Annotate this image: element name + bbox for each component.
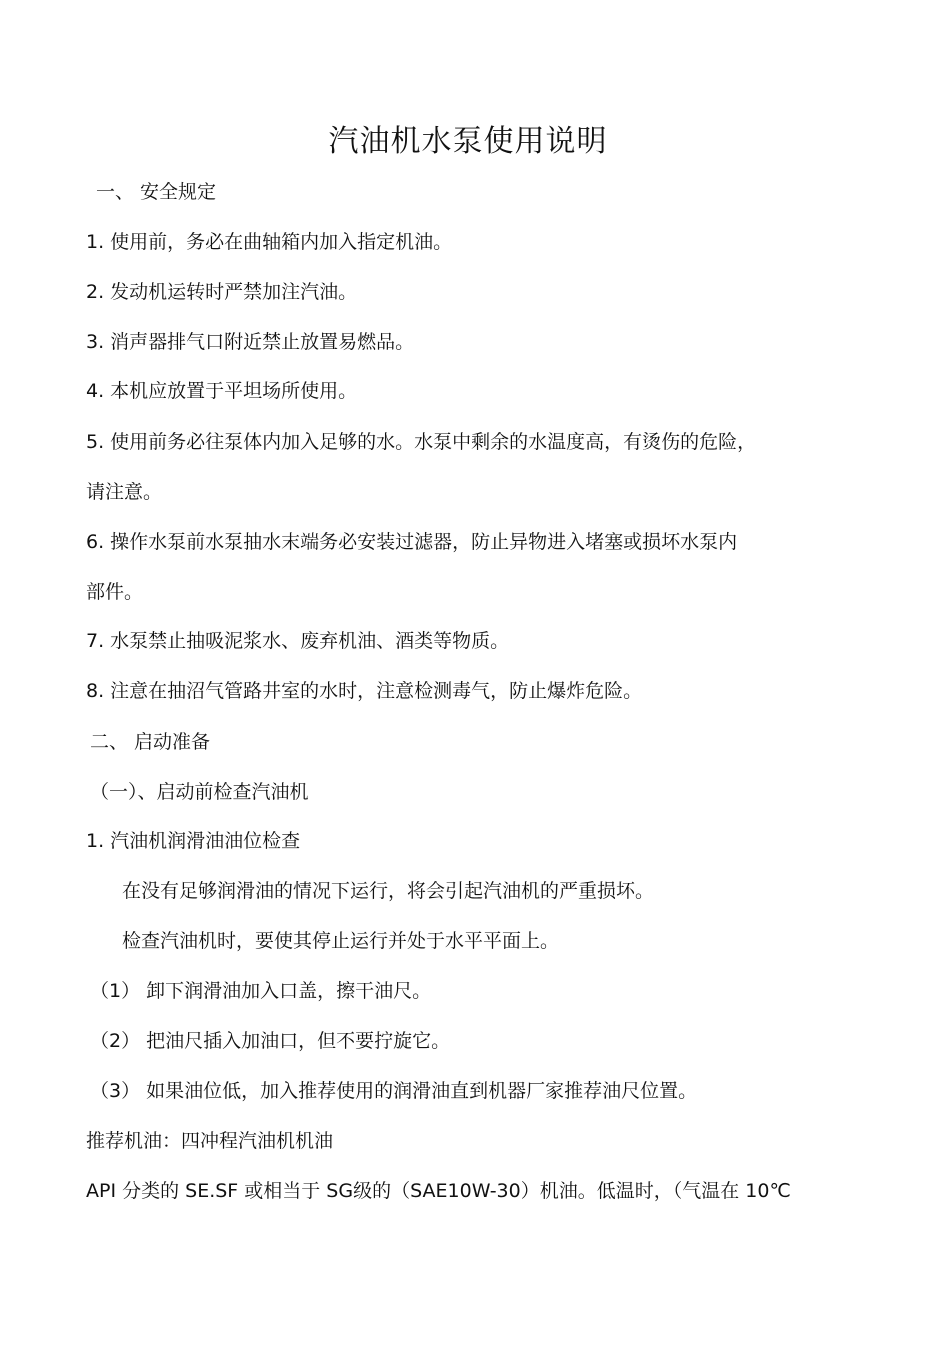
rule-item-continuation: 请注意。 <box>86 481 163 503</box>
section-heading-startup: 二、 启动准备 <box>90 731 211 753</box>
paragraph: 在没有足够润滑油的情况下运行，将会引起汽油机的严重损坏。 <box>122 880 655 902</box>
rule-item: 1. 使用前，务必在曲轴箱内加入指定机油。 <box>86 231 453 253</box>
step-item: （2） 把油尺插入加油口，但不要拧旋它。 <box>90 1030 451 1052</box>
item-heading: 1. 汽油机润滑油油位检查 <box>86 830 301 852</box>
rule-item: 2. 发动机运转时严禁加注汽油。 <box>86 281 358 303</box>
step-item: （3） 如果油位低，加入推荐使用的润滑油直到机器厂家推荐油尺位置。 <box>90 1080 698 1102</box>
rule-item-continuation: 部件。 <box>86 581 144 603</box>
section-heading-safety: 一、 安全规定 <box>96 181 217 203</box>
api-spec-line: API 分类的 SE.SF 或相当于 SG级的（SAE10W-30）机油。低温时，（气温在 10℃ <box>86 1180 791 1202</box>
rule-item: 5. 使用前务必往泵体内加入足够的水。水泵中剩余的水温度高，有烫伤的危险， <box>86 431 757 453</box>
subsection-heading: （一）、启动前检查汽油机 <box>90 781 309 803</box>
rule-item: 6. 操作水泵前水泵抽水末端务必安装过滤器，防止异物进入堵塞或损坏水泵内 <box>86 531 738 553</box>
rule-item: 3. 消声器排气口附近禁止放置易燃品。 <box>86 331 415 353</box>
document-title: 汽油机水泵使用说明 <box>328 124 608 159</box>
step-item: （1） 卸下润滑油加入口盖，擦干油尺。 <box>90 980 432 1002</box>
paragraph: 检查汽油机时，要使其停止运行并处于水平平面上。 <box>122 930 560 952</box>
recommended-oil: 推荐机油：四冲程汽油机机油 <box>86 1130 334 1152</box>
rule-item: 8. 注意在抽沼气管路井室的水时，注意检测毒气，防止爆炸危险。 <box>86 680 643 702</box>
rule-item: 7. 水泵禁止抽吸泥浆水、废弃机油、酒类等物质。 <box>86 630 510 652</box>
rule-item: 4. 本机应放置于平坦场所使用。 <box>86 380 358 402</box>
